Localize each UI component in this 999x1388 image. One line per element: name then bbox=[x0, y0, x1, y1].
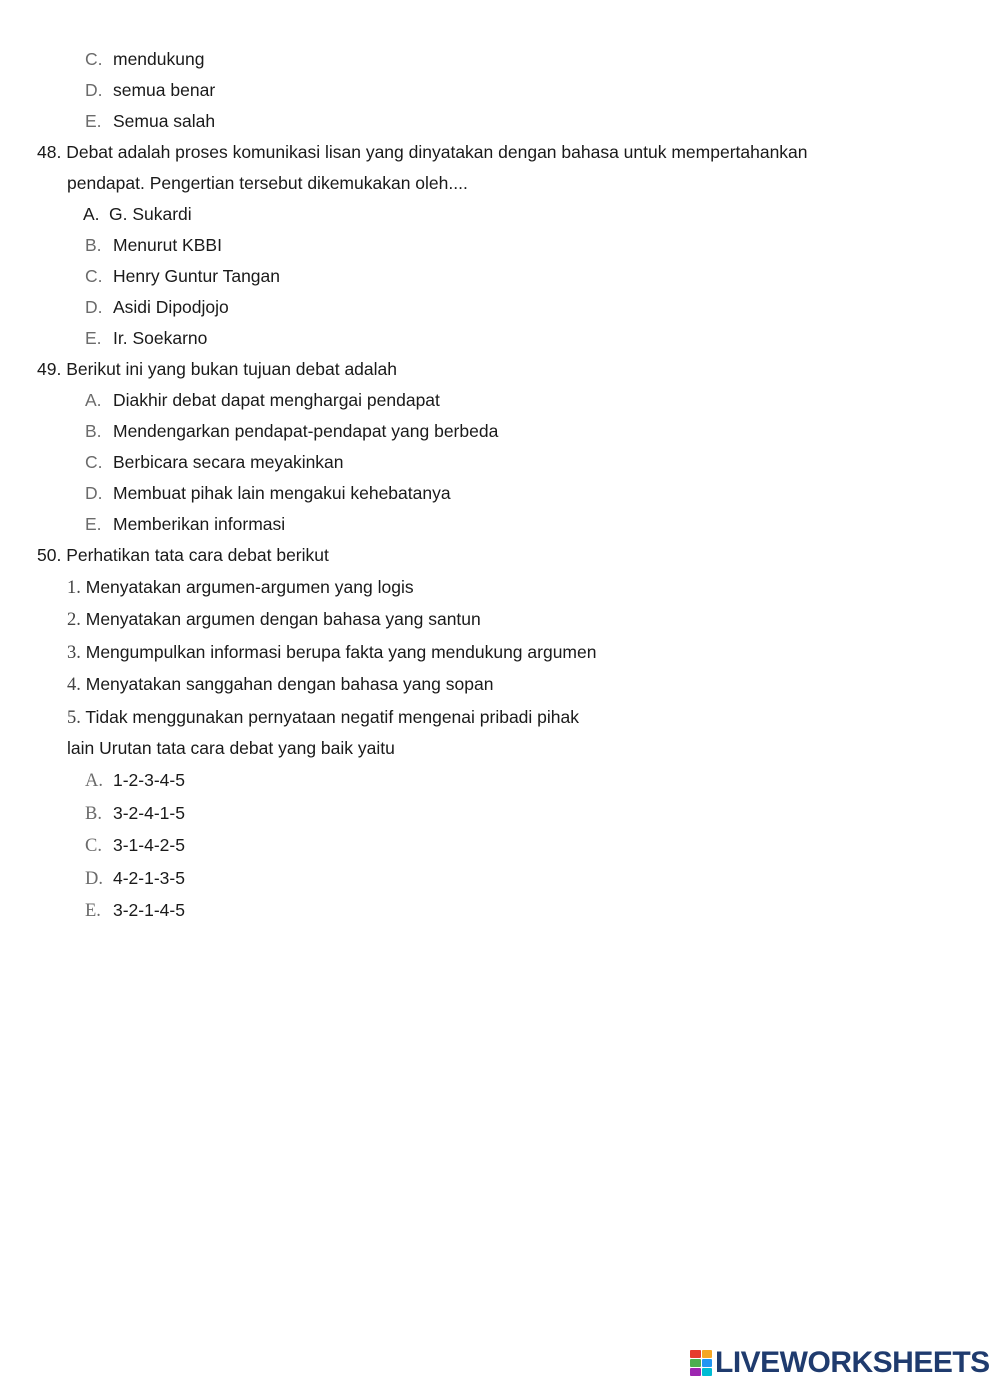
option-text: G. Sukardi bbox=[109, 204, 192, 224]
q50-option-d[interactable] bbox=[85, 867, 185, 890]
option-text: Berbicara secara meyakinkan bbox=[113, 452, 344, 472]
q48-option-a[interactable] bbox=[83, 203, 192, 225]
option-letter: D. bbox=[85, 297, 103, 317]
option-letter: E. bbox=[85, 901, 101, 921]
q50-stem bbox=[37, 544, 329, 566]
option-text: Mendengarkan pendapat-pendapat yang berbeda bbox=[113, 421, 499, 441]
q50-continuation: lain Urutan tata cara debat yang baik yaitu bbox=[67, 738, 395, 758]
option-letter: A. bbox=[85, 771, 103, 791]
option-text: Ir. Soekarno bbox=[113, 328, 208, 348]
option-letter: B. bbox=[85, 235, 102, 255]
q50-step-1 bbox=[67, 576, 414, 599]
q49-option-c[interactable] bbox=[85, 451, 344, 473]
question-text: Perhatikan tata cara debat berikut bbox=[66, 545, 329, 565]
option-text: Menurut KBBI bbox=[113, 235, 222, 255]
step-number: 4. bbox=[67, 675, 81, 695]
step-text: Tidak menggunakan pernyataan negatif mengenai pribadi pihak bbox=[85, 707, 580, 727]
option-text: 4-2-1-3-5 bbox=[113, 868, 185, 888]
step-number: 2. bbox=[67, 610, 81, 630]
question-text: Debat adalah proses komunikasi lisan yang dinyatakan dengan bahasa untuk mempertahankan bbox=[66, 142, 808, 162]
liveworksheets-logo bbox=[690, 1347, 990, 1379]
q49-option-b[interactable] bbox=[85, 420, 498, 442]
logo-tile bbox=[702, 1368, 713, 1376]
q47-option-c[interactable] bbox=[85, 48, 204, 70]
q50-step-3 bbox=[67, 641, 596, 664]
option-letter: A. bbox=[83, 204, 100, 224]
q49-option-d[interactable] bbox=[85, 482, 451, 504]
option-text: semua benar bbox=[113, 80, 216, 100]
option-text: Asidi Dipodjojo bbox=[113, 297, 229, 317]
option-text: mendukung bbox=[113, 49, 205, 69]
question-number: 49. bbox=[37, 359, 62, 379]
step-number: 1. bbox=[67, 578, 81, 598]
q50-option-e[interactable] bbox=[85, 899, 185, 922]
option-text: 3-2-1-4-5 bbox=[113, 900, 185, 920]
q50-step-4 bbox=[67, 673, 493, 696]
option-letter: A. bbox=[85, 390, 102, 410]
option-letter: B. bbox=[85, 804, 102, 824]
option-text: 3-2-4-1-5 bbox=[113, 803, 185, 823]
option-letter: C. bbox=[85, 49, 103, 69]
step-number: 3. bbox=[67, 643, 81, 663]
logo-tile bbox=[690, 1350, 701, 1358]
q48-stem-line1 bbox=[37, 141, 808, 163]
q47-option-e[interactable] bbox=[85, 110, 215, 132]
q49-stem bbox=[37, 358, 397, 380]
step-text: Menyatakan sanggahan dengan bahasa yang sopan bbox=[85, 674, 494, 694]
q48-stem-line2: pendapat. Pengertian tersebut dikemukakan oleh.... bbox=[67, 173, 468, 193]
option-text: Memberikan informasi bbox=[113, 514, 286, 534]
q48-option-c[interactable] bbox=[85, 265, 280, 287]
option-text: Semua salah bbox=[113, 111, 216, 131]
q48-option-b[interactable] bbox=[85, 234, 222, 256]
q50-step-2 bbox=[67, 608, 481, 631]
q49-option-e[interactable] bbox=[85, 513, 285, 535]
option-letter: C. bbox=[85, 266, 103, 286]
option-letter: B. bbox=[85, 421, 102, 441]
q50-option-b[interactable] bbox=[85, 802, 185, 825]
option-letter: C. bbox=[85, 452, 103, 472]
liveworksheets-logo-icon bbox=[690, 1350, 712, 1376]
step-text: Menyatakan argumen dengan bahasa yang santun bbox=[85, 609, 481, 629]
step-number: 5. bbox=[67, 708, 81, 728]
option-letter: C. bbox=[85, 836, 102, 856]
logo-tile bbox=[702, 1350, 713, 1358]
option-letter: E. bbox=[85, 328, 102, 348]
logo-tile bbox=[690, 1368, 701, 1376]
q48-option-d[interactable] bbox=[85, 296, 229, 318]
logo-tile bbox=[702, 1359, 713, 1367]
logo-wordmark: LIVEWORKSHEETS bbox=[715, 1346, 990, 1379]
q50-option-c[interactable] bbox=[85, 834, 185, 857]
option-text: Diakhir debat dapat menghargai pendapat bbox=[113, 390, 440, 410]
question-number: 48. bbox=[37, 142, 62, 162]
option-letter: D. bbox=[85, 483, 103, 503]
logo-tile bbox=[690, 1359, 701, 1367]
step-text: Mengumpulkan informasi berupa fakta yang mendukung argumen bbox=[85, 642, 597, 662]
option-letter: E. bbox=[85, 514, 102, 534]
q48-option-e[interactable] bbox=[85, 327, 207, 349]
q47-option-d[interactable] bbox=[85, 79, 215, 101]
step-text: Menyatakan argumen-argumen yang logis bbox=[85, 577, 414, 597]
question-text: Berikut ini yang bukan tujuan debat adalah bbox=[66, 359, 398, 379]
q50-step-5 bbox=[67, 706, 579, 729]
option-letter: D. bbox=[85, 80, 103, 100]
option-text: 1-2-3-4-5 bbox=[113, 770, 185, 790]
option-text: 3-1-4-2-5 bbox=[113, 835, 185, 855]
option-letter: E. bbox=[85, 111, 102, 131]
option-letter: D. bbox=[85, 869, 103, 889]
q50-option-a[interactable] bbox=[85, 769, 185, 792]
option-text: Henry Guntur Tangan bbox=[113, 266, 281, 286]
option-text: Membuat pihak lain mengakui kehebatanya bbox=[113, 483, 451, 503]
q49-option-a[interactable] bbox=[85, 389, 440, 411]
question-number: 50. bbox=[37, 545, 62, 565]
